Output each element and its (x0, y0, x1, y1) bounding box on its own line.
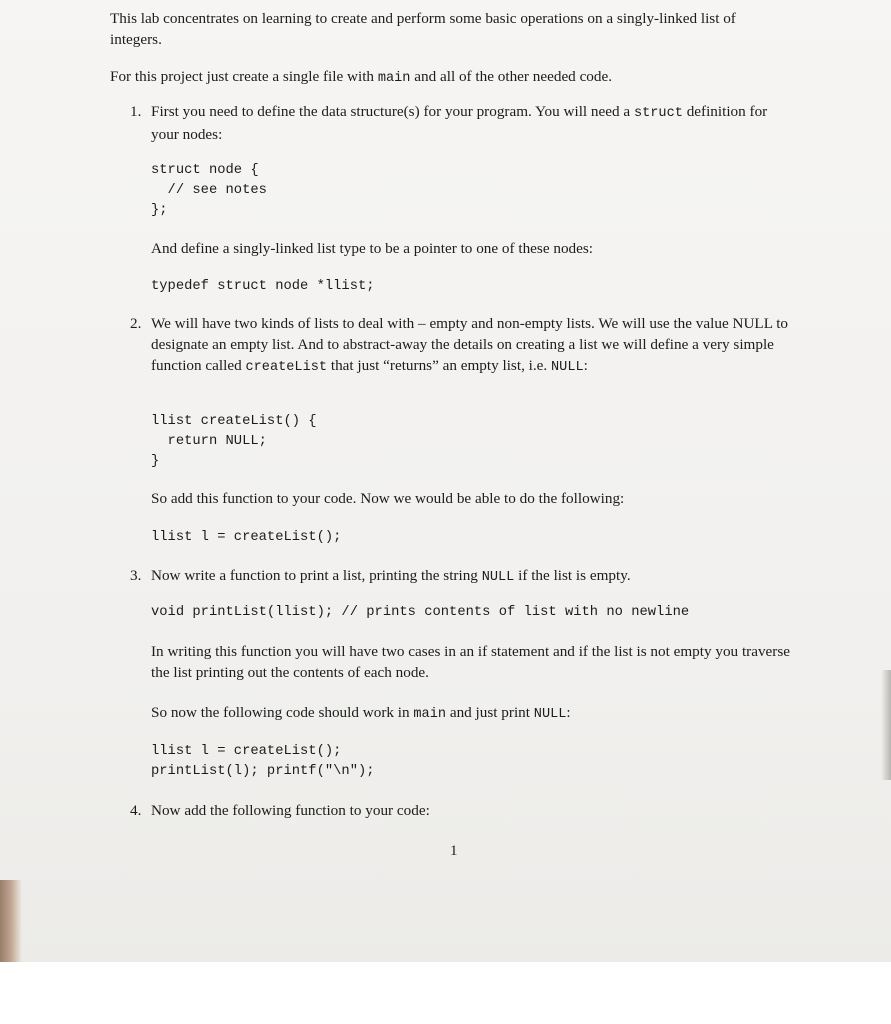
page-edge-shadow-left (0, 880, 22, 962)
item-text-after: if the list is empty. (514, 567, 631, 584)
item-number: 1. (130, 103, 142, 120)
list-item-2 (130, 313, 790, 378)
list-item-1 (130, 101, 790, 145)
item-3-explanation: In writing this function you will have two cases in an if statement and if the list is not empty you traverse the list printing out the contents of each node. (151, 643, 791, 681)
item-text-after: : (566, 704, 571, 721)
item-text-before: Now write a function to print a list, printing the string (151, 567, 482, 584)
intro-text: This lab concentrates on learning to create and perform some basic operations on a singly-linked list of integers. (110, 10, 736, 48)
item-inline-code: createList (245, 360, 328, 375)
item-2-followup-text: So add this function to your code. Now we would be able to do the following: (151, 490, 625, 507)
intro-paragraph (110, 8, 790, 50)
item-inline-code: NULL (481, 570, 515, 585)
list-item-4 (130, 800, 790, 821)
item-text (151, 800, 790, 821)
list-item-3 (130, 565, 790, 588)
item-text-after: that just “returns” an empty list, i.e. (327, 357, 552, 374)
intro-project-code: main (377, 71, 411, 86)
item-text (151, 101, 790, 145)
code-block-createlist-usage: llist l = createList(); (151, 530, 342, 545)
item-number: 3. (130, 567, 142, 584)
intro-project-text-before: For this project just create a single file with (110, 68, 378, 85)
item-number: 2. (130, 315, 142, 332)
item-text (151, 313, 790, 378)
item-text-before: We will have two kinds of lists to deal with – empty and non-empty lists. We will use the value NULL to designate an empty list. And to abstract-away the details on creating a list we will define a very simple function called (151, 315, 789, 374)
item-3-main-text (151, 702, 791, 725)
item-inline-code-main: main (413, 707, 447, 722)
item-text-after: definition for your nodes: (151, 103, 768, 143)
code-block-createlist: llist createList() { return NULL; } (151, 414, 317, 469)
code-block-struct-node: struct node { // see notes }; (151, 163, 267, 218)
item-inline-code-null: NULL (551, 360, 584, 375)
item-inline-code: struct (633, 106, 683, 121)
code-block-printlist-usage: llist l = createList(); printList(l); printf("\n"); (151, 744, 375, 779)
item-1-followup-text: And define a singly-linked list type to be a pointer to one of these nodes: (151, 240, 594, 257)
item-text-before: First you need to define the data structure(s) for your program. You will need a (151, 103, 634, 120)
item-text-after-2: : (583, 357, 588, 374)
code-block-printlist-prototype: void printList(llist); // prints contents of list with no newline (151, 605, 690, 620)
page-edge-shadow-right (881, 670, 891, 780)
item-number: 4. (130, 802, 142, 819)
code-block-typedef: typedef struct node *llist; (151, 279, 375, 294)
item-text-before: Now add the following function to your code: (151, 802, 430, 819)
item-text (151, 565, 790, 588)
item-text-before: So now the following code should work in (151, 704, 414, 721)
intro-project-paragraph (110, 66, 790, 89)
intro-project-text-after: and all of the other needed code. (410, 68, 613, 85)
item-text-middle: and just print (446, 704, 534, 721)
page-number: 1 (450, 843, 458, 859)
item-inline-code-null: NULL (533, 707, 567, 722)
